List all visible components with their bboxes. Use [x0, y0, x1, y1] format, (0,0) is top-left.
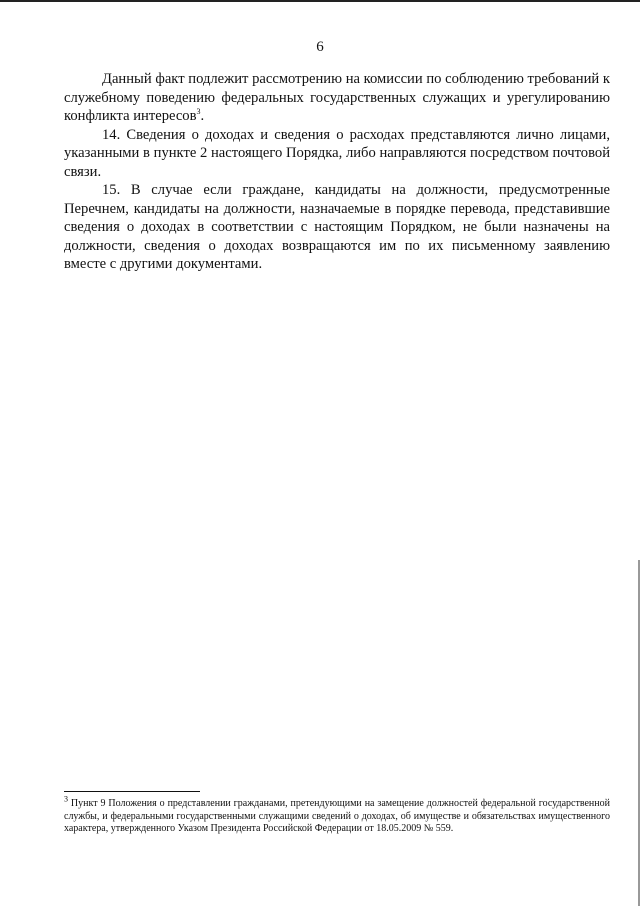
paragraph-14: 14. Сведения о доходах и сведения о расходах представляются лично лицами, указанными в пункте 2 настоящего Порядка, либо направляются посредством почтовой связи.: [64, 126, 610, 180]
page-top-edge: [0, 0, 640, 2]
paragraph-tail: .: [200, 108, 205, 124]
document-body: [64, 70, 610, 274]
footnote-marker: 3: [64, 794, 68, 804]
footnote-text: Пункт 9 Положения о представлении гражданами, претендующими на замещение должностей федеральной государственной службы, и федеральными государственными служащими сведений о доходах, об имуществе и обязательствах имущественного характера, утвержденного Указом Президента Российской Федерации от 18.05.2009 № 559.: [64, 798, 610, 834]
paragraph-15: 15. В случае если граждане, кандидаты на должности, предусмотренные Перечнем, кандидаты на должности, назначаемые в порядке перевода, представившие сведения о доходах в соответствии с настоящим Порядком, не были назначены на должности, сведения о доходах возвращаются им по их письменному заявлению вместе с другими документами.: [64, 182, 610, 272]
footnote: [64, 794, 610, 836]
footnote-separator: [64, 791, 200, 792]
paragraph-commission-review: [64, 70, 610, 126]
paragraph-text: Данный факт подлежит рассмотрению на комиссии по соблюдению требований к служебному поведению федеральных государственных служащих и урегулированию конфликта интересов: [64, 71, 610, 124]
page-number: 6: [316, 39, 324, 55]
footnote-reference: 3: [196, 107, 201, 117]
